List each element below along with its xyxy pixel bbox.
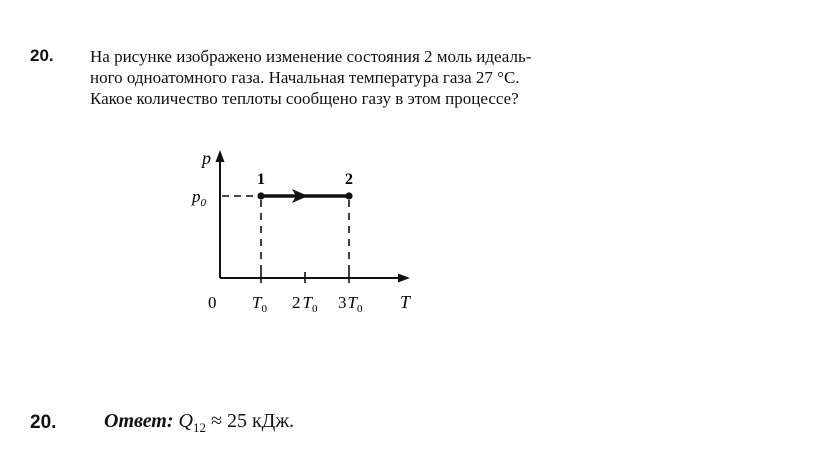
problem-number: 20. [30, 46, 54, 65]
y-axis-arrowhead [216, 150, 225, 162]
x-tick-label-3t0 [338, 293, 363, 315]
answer-label: Ответ: [104, 410, 174, 432]
problem-line-3: Какое количество теплоты сообщено газу в этом процессе? [90, 89, 519, 108]
state-label-1: 1 [257, 171, 265, 188]
answer-line [104, 410, 294, 436]
problem-line-2: ного одноатомного газа. Начальная температура газа 27 °С. [90, 68, 520, 87]
x-axis-arrowhead [398, 274, 410, 283]
p-t-diagram [180, 140, 440, 330]
x-tick-label-2t0-symbol: T [302, 293, 312, 312]
x-tick-label-2t0 [292, 293, 318, 315]
state-point-2 [345, 192, 352, 199]
p0-subscript: 0 [200, 197, 206, 209]
answer-number: 20. [30, 412, 57, 433]
answer-value: ≈ 25 кДж. [205, 410, 295, 432]
heat-subscript: 12 [192, 420, 206, 435]
x-tick-label-2t0-sub: 0 [311, 303, 318, 315]
p0-symbol: p [192, 187, 201, 206]
p0-label [191, 187, 207, 209]
x-tick-label-2t0-coef: 2 [292, 293, 301, 312]
problem-line-1: На рисунке изображено изменение состояния 2 моль идеаль- [90, 47, 532, 66]
problem-statement [90, 46, 650, 109]
origin-label: 0 [208, 293, 217, 312]
y-axis-label: p [202, 148, 211, 168]
x-tick-label-3t0-symbol: T [347, 293, 357, 312]
x-tick-label-3t0-coef: 3 [338, 293, 347, 312]
x-axis-label: T [400, 292, 411, 312]
state-point-1 [257, 192, 264, 199]
heat-symbol: Q [178, 410, 193, 432]
x-tick-label-t0 [252, 293, 267, 315]
x-tick-label-t0-sub: 0 [261, 303, 267, 315]
x-tick-label-3t0-sub: 0 [356, 303, 363, 315]
x-tick-label-t0-symbol: T [252, 293, 262, 312]
state-label-2: 2 [345, 171, 353, 188]
